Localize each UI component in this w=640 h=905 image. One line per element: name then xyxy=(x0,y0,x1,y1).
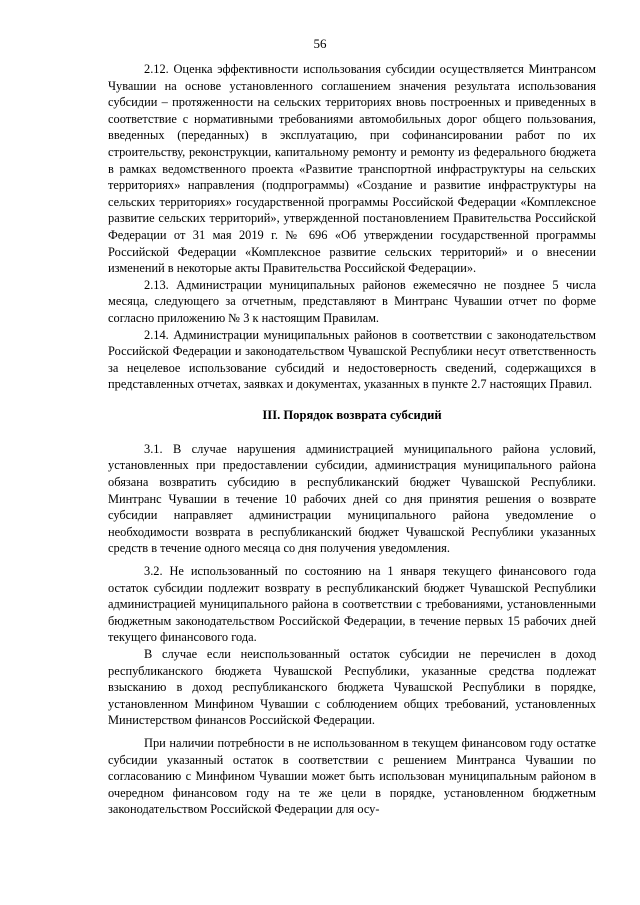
paragraph-2-12: 2.12. Оценка эффективности использования субсидии осуществляется Минтрансом Чувашии на основе установленного соглашением значения результата использования субсидии – протяженности на сельских территориях вновь построенных и приведенных в соответствие с нормативными требованиями автомобильных дорог общего пользования, введенных (переданных) в эксплуатацию, при софинансировании работ по их строительству, реконструкции, капитальному ремонту и ремонту из федерального бюджета в рамках ведомственного проекта «Развитие транспортной инфраструктуры на сельских территориях» направления (подпрограммы) «Создание и развитие инфраструктуры на сельских территориях» государственной программы Российской Федерации «Комплексное развитие сельских территорий», утвержденной постановлением Правительства Российской Федерации от 31 мая 2019 г. № 696 «Об утверждении государственной программы Российской Федерации «Комплексное развитие сельских территорий» и о внесении изменений в некоторые акты Правительства Российской Федерации». xyxy=(108,62,596,276)
paragraph-2-14: 2.14. Администрации муниципальных районов в соответствии с законодательством Российской Федерации и законодательством Чувашской Республики несут ответственность за нецелевое использование субсидий и недостоверность сведений, содержащихся в представленных отчетах, заявках и документах, указанных в пункте 2.7 настоящих Правил. xyxy=(108,327,596,392)
paragraph-2-13: 2.13. Администрации муниципальных районов ежемесячно не позднее 5 числа месяца, следующего за отчетным, представляют в Минтранс Чувашии отчет по форме согласно приложению № 3 к настоящим Правилам. xyxy=(108,277,596,325)
paragraph-unused-balance: В случае если неиспользованный остаток субсидии не перечислен в доход республиканского бюджета Чувашской Республики, указанные средства подлежат взысканию в доход республиканского бюджета Чувашской Республики в порядке, установленном Минфином Чувашии с соблюдением общих требований, установленных Министерством финансов Российской Федерации. xyxy=(108,647,596,728)
page-number: 56 xyxy=(313,36,327,51)
paragraph-remaining-need: При наличии потребности в не использованном в текущем финансовом году остатке субсидии указанный остаток в соответствии с решением Минтранса Чувашии по согласованию с Минфином Чувашии может быть использован муниципальным районом в очередном финансовом году на те же цели в порядке, установленном бюджетным законодательством Российской Федерации для осу- xyxy=(108,735,596,817)
section-heading: III. Порядок возврата субсидий xyxy=(262,407,442,422)
paragraph-3-1: 3.1. В случае нарушения администрацией муниципального района условий, установленных при предоставлении субсидии, администрация муниципального района обязана возвратить субсидию в республиканский бюджет Чувашской Республики. Минтранс Чувашии в течение 10 рабочих дней со дня принятия решения о возврате субсидии направляет администрации муниципального района уведомление о необходимости возврата в республиканский бюджет Чувашской Республики указанных средств в течение одного месяца со дня получения уведомления. xyxy=(108,441,596,556)
paragraph-3-2: 3.2. Не использованный по состоянию на 1 января текущего финансового года остаток субсидии подлежит возврату в республиканский бюджет Чувашской Республики администрацией муниципального района в соответствии с требованиями, установленными бюджетным законодательством Российской Федерации, в течение первых 15 рабочих дней текущего финансового года. xyxy=(108,564,596,645)
page-body xyxy=(108,61,596,818)
